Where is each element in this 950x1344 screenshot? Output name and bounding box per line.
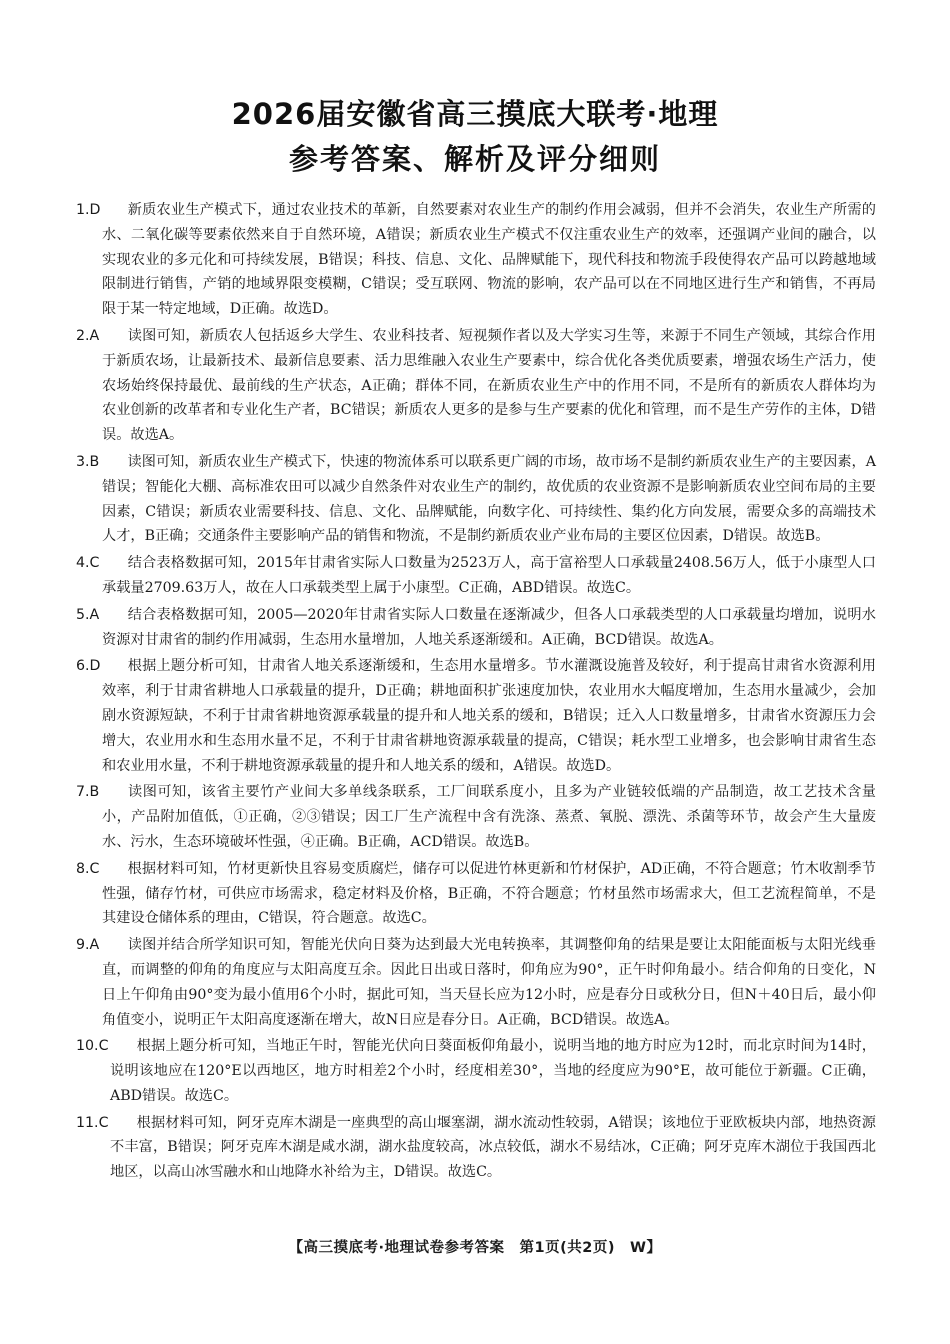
item-explanation: 结合表格数据可知，2015年甘肃省实际人口数量为2523万人，高于富裕型人口承载量2408.56万人，低于小康型人口承载量2709.63万人，故在人口承载类型上属于小康型。C正确，ABD错误。故选C。	[102, 555, 876, 596]
answer-item-7	[76, 780, 876, 854]
item-number: 2.	[76, 327, 90, 344]
item-explanation: 读图并结合所学知识可知，智能光伏向日葵为达到最大光电转换率，其调整仰角的结果是要让太阳能面板与太阳光线垂直，而调整的仰角的角度应与太阳高度互余。因此日出或日落时，仰角应为90°，正午时仰角最小。结合仰角的日变化，N日上午仰角由90°变为最小值用6个小时，据此可知，当天昼长应为12小时，应是春分日或秋分日，但N＋40日后，最小仰角值变小，说明正午太阳高度逐渐在增大，故N日应是春分日。A正确，BCD错误。故选A。	[102, 937, 876, 1028]
answer-item-2	[76, 324, 876, 448]
item-number: 10.	[76, 1038, 99, 1055]
item-explanation: 根据材料可知，阿牙克库木湖是一座典型的高山堰塞湖，湖水流动性较弱，A错误；该地位于亚欧板块内部，地热资源不丰富，B错误；阿牙克库木湖是咸水湖，湖水盐度较高，冰点较低，湖水不易结冰，C正确；阿牙克库木湖位于我国西北地区，以高山冰雪融水和山地降水补给为主，D错误。故选C。	[110, 1114, 876, 1181]
answer-item-8	[76, 857, 876, 931]
item-explanation: 读图可知，新质农人包括返乡大学生、农业科技者、短视频作者以及大学实习生等，来源于不同生产领域，其综合作用于新质农场，让最新技术、最新信息要素、活力思维融入农业生产要素中，综合优化各类优质要素，增强农场生产活力，使农场始终保持最优、最前线的生产状态，A正确；群体不同，在新质农业生产中的作用不同，不是所有的新质农人群体均为农业创新的改革者和专业化生产者，BC错误；新质农人更多的是参与生产要素的优化和管理，而不是生产劳作的主体，D错误。故选A。	[102, 327, 876, 444]
answer-item-4	[76, 551, 876, 601]
item-number: 4.	[76, 555, 90, 572]
item-answer: A	[89, 327, 100, 344]
item-answer: B	[89, 453, 100, 470]
answer-item-1	[76, 198, 876, 322]
item-answer: A	[89, 937, 100, 954]
item-number: 9.	[76, 937, 90, 954]
item-answer: D	[89, 658, 101, 675]
answer-item-6	[76, 654, 876, 778]
item-explanation: 根据材料可知，竹材更新快且容易变质腐烂，储存可以促进竹林更新和竹材保护，AD正确，不符合题意；竹木收割季节性强，储存竹材，可供应市场需求，稳定材料及价格，B正确，不符合题意；竹材虽然市场需求大，但工艺流程简单，不是其建设仓储体系的理由，C错误，符合题意。故选C。	[102, 860, 876, 927]
item-answer: C	[89, 555, 100, 572]
item-number: 6.	[76, 658, 90, 675]
item-explanation: 结合表格数据可知，2005—2020年甘肃省实际人口数量在逐渐减少，但各人口承载类型的人口承载量均增加，说明水资源对甘肃省的制约作用减弱，生态用水量增加，人地关系逐渐缓和。A正确，BCD错误。故选A。	[102, 606, 876, 648]
item-number: 5.	[76, 606, 90, 623]
item-answer: B	[89, 784, 100, 801]
item-answer: A	[89, 606, 100, 623]
item-number: 3.	[76, 453, 90, 470]
item-explanation: 新质农业生产模式下，通过农业技术的革新，自然要素对农业生产的制约作用会减弱，但并不会消失，农业生产所需的水、二氧化碳等要素依然来自于自然环境，A错误；新质农业生产模式不仅注重农业生产的效率，还强调产业间的融合，以实现农业的多元化和可持续发展，B错误；科技、信息、文化、品牌赋能下，现代科技和物流手段使得农产品可以跨越地域限制进行销售，产销的地域界限变模糊，C错误；受互联网、物流的影响，农产品可以在不同地区进行生产和销售，不再局限于某一特定地域，D正确。故选D。	[102, 202, 876, 318]
item-explanation: 读图可知，该省主要竹产业间大多单线条联系，工厂间联系度小，且多为产业链较低端的产品制造，故工艺技术含量小，产品附加值低，①正确，②③错误；因工厂生产流程中含有洗涤、蒸煮、氧脱、漂洗、杀菌等环节，故会产生大量废水、污水，生态环境破坏性强，④正确。B正确，ACD错误。故选B。	[102, 784, 876, 850]
item-number: 8.	[76, 860, 90, 877]
answer-item-5	[76, 603, 876, 653]
answer-list	[76, 198, 876, 1187]
item-explanation: 读图可知，新质农业生产模式下，快速的物流体系可以联系更广阔的市场，故市场不是制约新质农业生产的主要因素，A错误；智能化大棚、高标准农田可以减少自然条件对农业生产的制约，故优质的农业资源不是影响新质农业空间布局的主要因素，C错误；新质农业需要科技、信息、文化、品牌赋能，向数字化、可持续性、集约化方向发展，需要众多的高端技术人才，B正确；交通条件主要影响产品的销售和物流，不是制约新质农业产业布局的主要区位因素，D错误。故选B。	[102, 453, 877, 545]
answer-item-9	[76, 933, 876, 1032]
answer-item-3	[76, 450, 876, 549]
item-answer: C	[89, 860, 100, 877]
answer-item-10	[76, 1034, 876, 1108]
item-answer: D	[89, 202, 101, 218]
document-title: 2026届安徽省高三摸底大联考·地理	[231, 97, 719, 131]
item-explanation: 根据上题分析可知，甘肃省人地关系逐渐缓和，生态用水量增多。节水灌溉设施普及较好，利于提高甘肃省水资源利用效率，利于甘肃省耕地人口承载量的提升，D正确；耕地面积扩张速度加快，农业用水大幅度增加，生态用水量减少，会加剧水资源短缺，不利于甘肃省耕地资源承载量的提升和人地关系的缓和，B错误；迁入人口数量增多，甘肃省水资源压力会增大，农业用水和生态用水量不足，不利于甘肃省耕地资源承载量的提高，C错误；耗水型工业增多，也会影响甘肃省生态和农业用水量，不利于耕地资源承载量的提升和人地关系的缓和，A错误。故选D。	[102, 658, 876, 774]
item-number: 11.	[76, 1114, 99, 1131]
document-subtitle: 参考答案、解析及评分细则	[288, 142, 661, 176]
answer-item-11	[76, 1111, 876, 1185]
item-answer: C	[98, 1114, 109, 1131]
item-number: 1.	[76, 202, 90, 218]
item-explanation: 根据上题分析可知，当地正午时，智能光伏向日葵面板仰角最小，说明当地的地方时应为12时，而北京时间为14时，说明该地应在120°E以西地区，地方时相差2个小时，经度相差30°，当地的经度应为90°E，故可能位于新疆。C正确，ABD错误。故选C。	[110, 1038, 876, 1104]
page-footer: 【高三摸底考·地理试卷参考答案 第1页(共2页) W】	[288, 1240, 662, 1256]
item-answer: C	[98, 1038, 109, 1055]
item-number: 7.	[76, 784, 90, 801]
